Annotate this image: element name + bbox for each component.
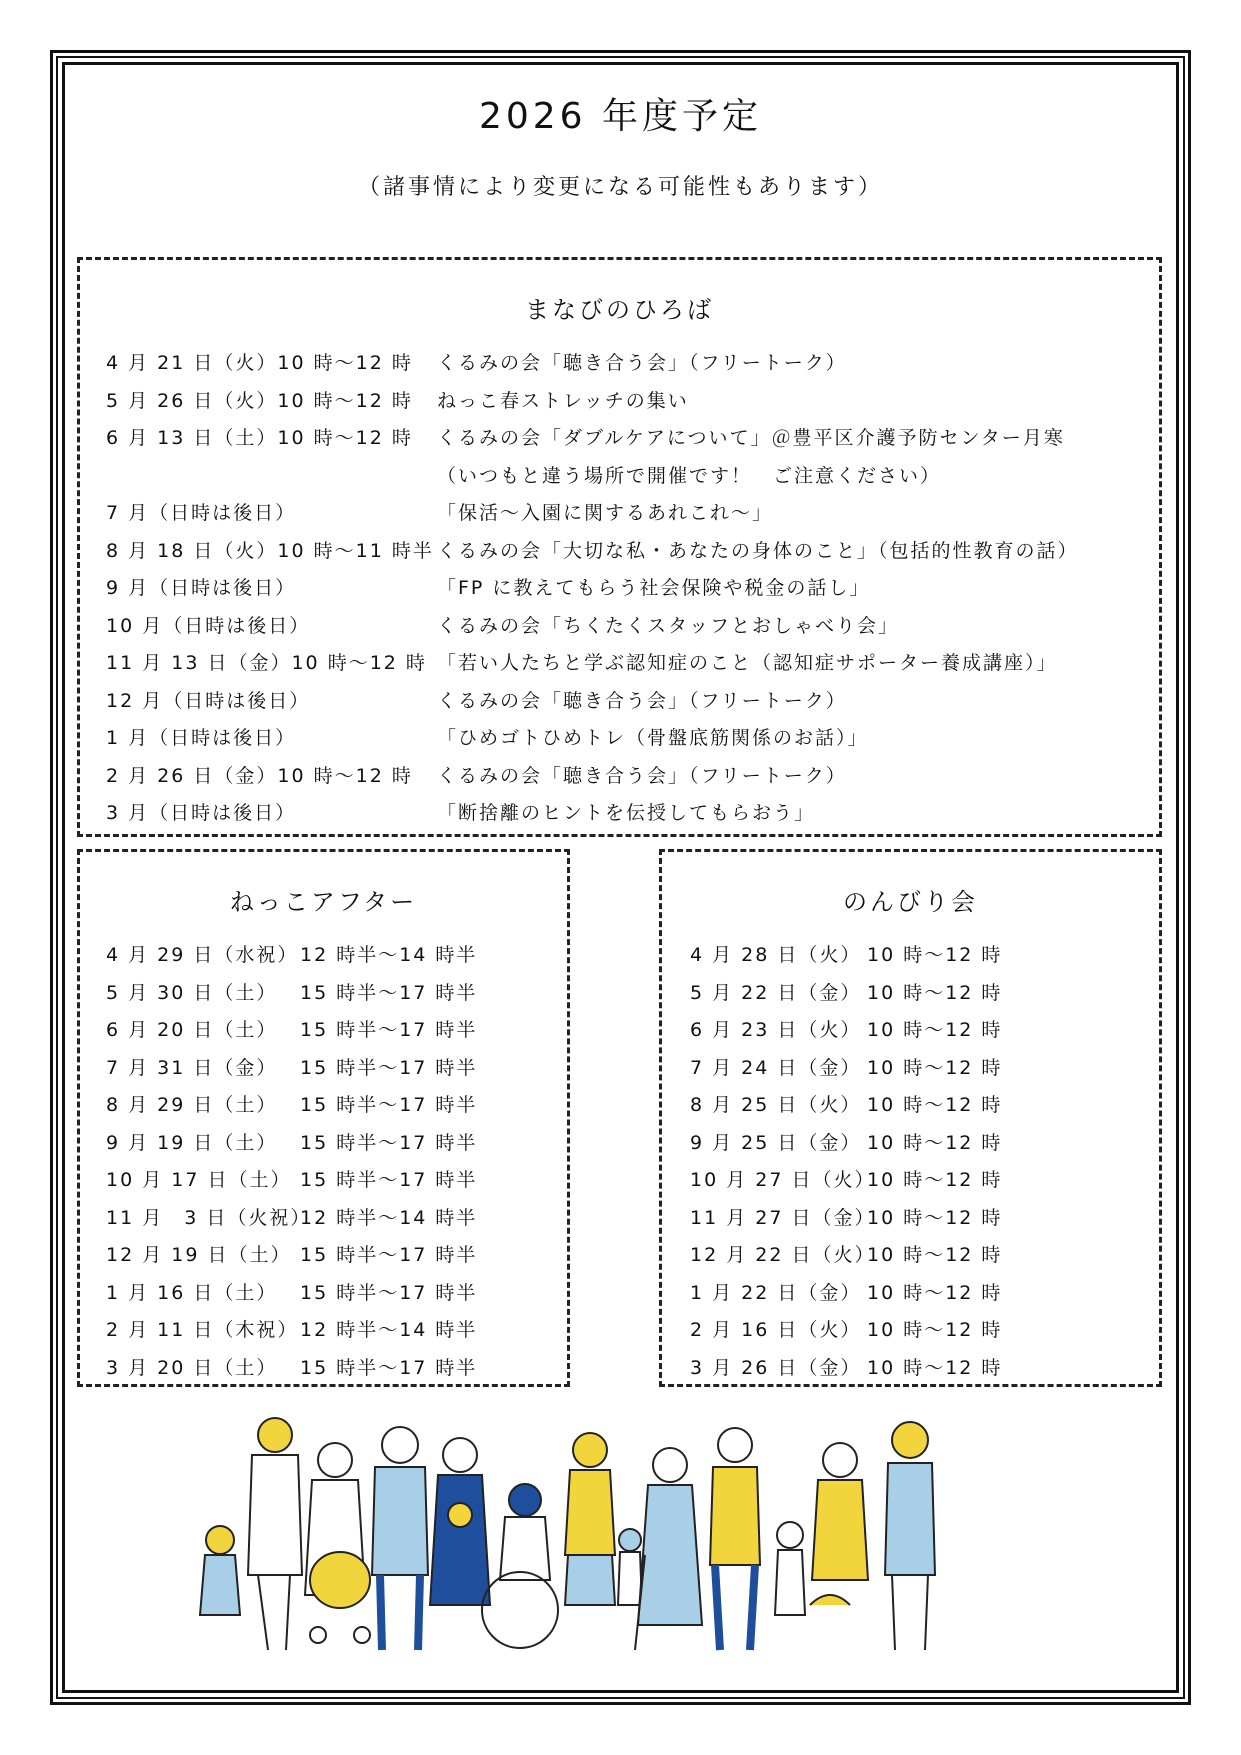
manabi-date: 1 月（日時は後日）: [106, 727, 297, 749]
nonbiri-date: 10 月 27 日（火）: [690, 1169, 876, 1191]
manabi-section: [77, 257, 1162, 837]
nonbiri-date: 11 月 27 日（金）: [690, 1206, 876, 1229]
nonbiri-date: 12 月 22 日（火）: [690, 1244, 876, 1266]
nonbiri-section: [659, 849, 1162, 1387]
nekko-date: 3 月 20 日（土）: [106, 1356, 278, 1379]
manabi-date: 8 月 18 日（火）10 時～11 時半: [106, 539, 434, 562]
nekko-date: 7 月 31 日（金）: [106, 1056, 278, 1079]
nekko-date: 1 月 16 日（土）: [106, 1281, 278, 1304]
nekko-date: 8 月 29 日（土）: [106, 1094, 278, 1116]
manabi-date: 10 月（日時は後日）: [106, 614, 311, 637]
nonbiri-time: 10 時～12 時: [867, 1019, 1003, 1041]
manabi-date: 3 月（日時は後日）: [106, 802, 297, 824]
nekko-time: 15 時半～17 時半: [300, 1356, 478, 1379]
nonbiri-time: 10 時～12 時: [867, 944, 1003, 966]
manabi-date: 9 月（日時は後日）: [106, 577, 297, 599]
nekko-time: 15 時半～17 時半: [300, 1131, 478, 1154]
manabi-event: （いつもと違う場所で開催です！ ご注意ください）: [437, 464, 942, 487]
nekko-date: 5 月 30 日（土）: [106, 981, 278, 1004]
nekko-date: 2 月 11 日（木祝）: [106, 1319, 299, 1341]
community-people-illustration: [190, 1405, 990, 1655]
nekko-date: 11 月 3 日（火祝）: [106, 1206, 312, 1229]
manabi-date: 2 月 26 日（金）10 時～12 時: [106, 764, 413, 787]
manabi-event: くるみの会「聴き合う会」（フリートーク）: [437, 352, 847, 374]
manabi-event: くるみの会「ちくたくスタッフとおしゃべり会」: [437, 614, 900, 637]
nonbiri-date: 2 月 16 日（火）: [690, 1319, 862, 1341]
nekko-date: 12 月 19 日（土）: [106, 1244, 292, 1266]
nonbiri-date: 8 月 25 日（火）: [690, 1094, 862, 1116]
nonbiri-time: 10 時～12 時: [867, 1319, 1003, 1341]
nekko-date: 4 月 29 日（水祝）: [106, 944, 299, 966]
manabi-event: 「保活～入園に関するあれこれ～」: [437, 502, 774, 524]
nekko-time: 12 時半～14 時半: [300, 1206, 478, 1229]
nekko-time: 15 時半～17 時半: [300, 1281, 478, 1304]
nonbiri-time: 10 時～12 時: [867, 1094, 1003, 1116]
manabi-event: 「ひめゴトひめトレ（骨盤底筋関係のお話）」: [437, 727, 869, 749]
manabi-date: 7 月（日時は後日）: [106, 502, 297, 524]
nonbiri-time: 10 時～12 時: [867, 1281, 1003, 1304]
nonbiri-date: 1 月 22 日（金）: [690, 1281, 862, 1304]
nekko-after-title: ねっこアフター: [229, 888, 418, 916]
nonbiri-date: 3 月 26 日（金）: [690, 1356, 862, 1379]
nekko-after-section: [77, 849, 570, 1387]
nekko-time: 15 時半～17 時半: [300, 1094, 478, 1116]
nekko-date: 9 月 19 日（土）: [106, 1131, 278, 1154]
nonbiri-time: 10 時～12 時: [867, 1131, 1003, 1154]
nonbiri-date: 6 月 23 日（火）: [690, 1019, 862, 1041]
nonbiri-time: 10 時～12 時: [867, 1056, 1003, 1079]
nonbiri-time: 10 時～12 時: [867, 981, 1003, 1004]
nonbiri-time: 10 時～12 時: [867, 1356, 1003, 1379]
nonbiri-time: 10 時～12 時: [867, 1206, 1003, 1229]
nonbiri-date: 7 月 24 日（金）: [690, 1056, 862, 1079]
manabi-date: 6 月 13 日（土）10 時～12 時: [106, 427, 413, 449]
manabi-event: 「FP に教えてもらう社会保険や税金の話し」: [437, 577, 871, 599]
nekko-time: 15 時半～17 時半: [300, 1244, 478, 1266]
manabi-title: まなびのひろば: [525, 296, 714, 324]
nekko-date: 6 月 20 日（土）: [106, 1019, 278, 1041]
nonbiri-title: のんびり会: [843, 888, 978, 916]
manabi-event: くるみの会「大切な私・あなたの身体のこと」（包括的性教育の話）: [437, 539, 1079, 562]
nekko-time: 15 時半～17 時半: [300, 1019, 478, 1041]
manabi-date: 5 月 26 日（火）10 時～12 時: [106, 389, 413, 412]
manabi-event: くるみの会「ダブルケアについて」＠豊平区介護予防センター月寒: [437, 427, 1065, 449]
page-subtitle: （諸事情により変更になる可能性もあります）: [357, 175, 883, 200]
manabi-event: くるみの会「聴き合う会」（フリートーク）: [437, 764, 847, 787]
manabi-event: 「若い人たちと学ぶ認知症のこと（認知症サポーター養成講座）」: [437, 652, 1058, 674]
manabi-date: 4 月 21 日（火）10 時～12 時: [106, 352, 413, 374]
nekko-time: 12 時半～14 時半: [300, 944, 478, 966]
nekko-time: 15 時半～17 時半: [300, 1056, 478, 1079]
manabi-date: 12 月（日時は後日）: [106, 689, 311, 712]
nekko-time: 15 時半～17 時半: [300, 1169, 478, 1191]
nekko-time: 12 時半～14 時半: [300, 1319, 478, 1341]
page-title: 2026 年度予定: [478, 96, 763, 137]
nekko-date: 10 月 17 日（土）: [106, 1169, 292, 1191]
nonbiri-date: 4 月 28 日（火）: [690, 944, 862, 966]
nekko-time: 15 時半～17 時半: [300, 981, 478, 1004]
nonbiri-date: 5 月 22 日（金）: [690, 981, 862, 1004]
manabi-date: 11 月 13 日（金）10 時～12 時: [106, 652, 427, 674]
nonbiri-date: 9 月 25 日（金）: [690, 1131, 862, 1154]
manabi-event: 「断捨離のヒントを伝授してもらおう」: [437, 802, 816, 824]
nonbiri-time: 10 時～12 時: [867, 1169, 1003, 1191]
manabi-event: くるみの会「聴き合う会」（フリートーク）: [437, 689, 847, 712]
nonbiri-time: 10 時～12 時: [867, 1244, 1003, 1266]
manabi-event: ねっこ春ストレッチの集い: [437, 389, 689, 412]
